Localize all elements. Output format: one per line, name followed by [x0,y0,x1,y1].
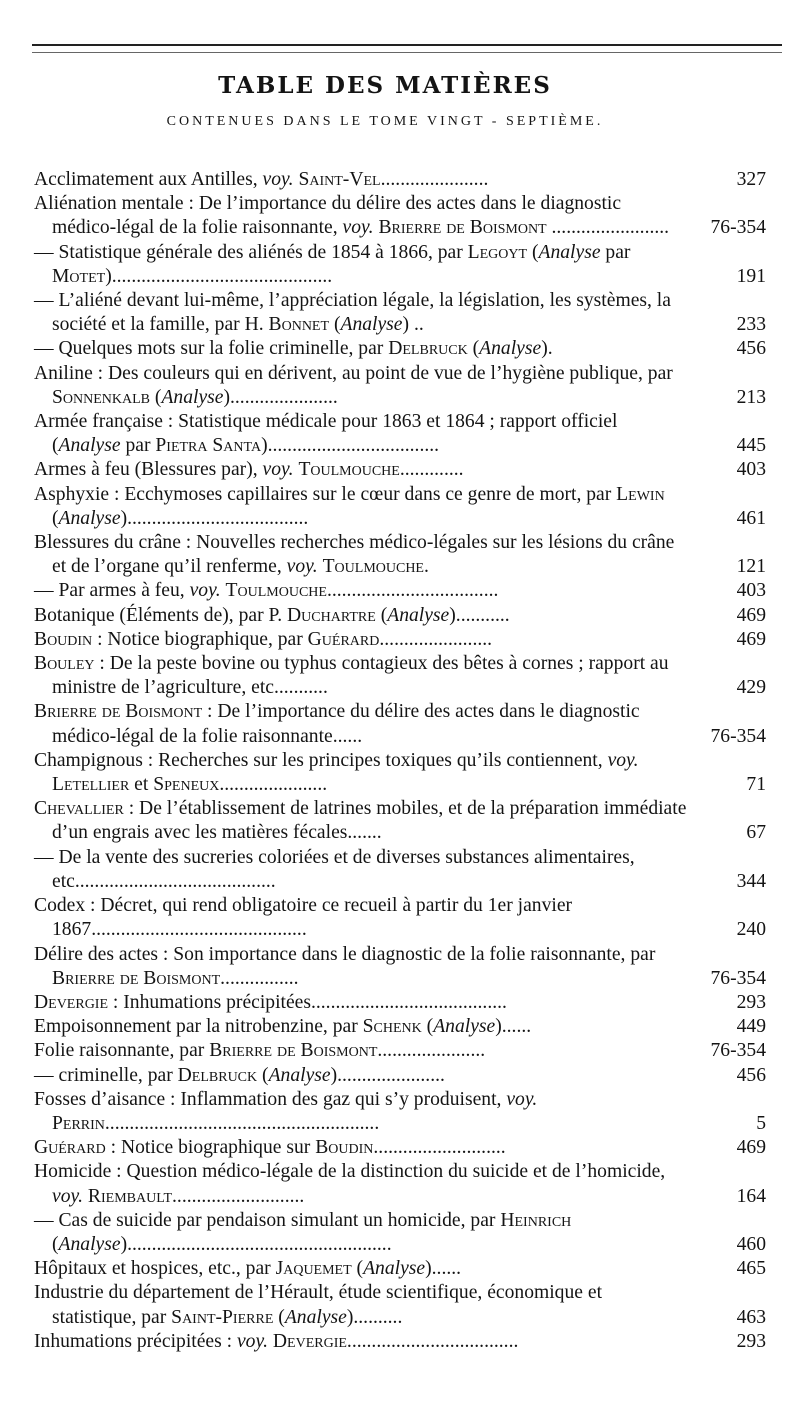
entry-segment: Analyse [387,604,450,626]
index-entry [34,991,766,1015]
entry-segment: Analyse [479,338,542,360]
entry-text [34,168,688,192]
entry-segment: Analyse [433,1016,496,1038]
entry-segment: Devergie [34,991,109,1013]
index-entry [34,168,766,192]
entry-page-number: 121 [736,556,766,578]
entry-segment: voy. [262,459,294,481]
entry-segment: et [129,774,154,796]
page-subtitle: CONTENUES DANS LE TOME VINGT - SEPTIÈME. [166,114,604,129]
entry-segment: Hôpitaux et hospices, etc., par [34,1258,276,1280]
entry-segment: voy. [506,1088,538,1110]
entry-segment: Perrin [52,1112,105,1134]
entry-segment: Homicide : Question médico-légale de la distinction du suicide et de l’homicide, [34,1161,666,1183]
index-entry [34,483,766,531]
entry-segment: Aniline : Des couleurs qui en dérivent, au point de vue de l’hygiène publique, par [34,362,673,384]
entry-segment: Analyse [340,314,403,336]
entry-segment: Motet [52,265,106,287]
entry-segment: Toulmouche [322,556,424,578]
entry-segment: ( [273,1306,285,1328]
entry-segment: ...................... [377,1040,486,1062]
entry-segment: Guérard [34,1137,106,1159]
entry-segment: voy. [286,556,318,578]
entry-segment: voy. [236,1330,268,1352]
entry-segment: Inhumations précipitées : [34,1330,237,1352]
index-entry [34,749,766,797]
entry-segment: ....................... [379,628,493,650]
index-entry [34,410,766,458]
entry-segment: : De l’établissement de latrines mobiles, et de la préparation immédiate d’un engrais avec les matières fécales....... [52,798,687,844]
entry-segment: ).......... [346,1306,403,1328]
entry-page-number: 429 [736,677,766,699]
entry-segment: ( [329,314,341,336]
entry-segment: Guérard [307,628,380,650]
entry-segment: )..................................... [120,507,309,529]
entry-segment: Analyse [284,1306,347,1328]
entry-text [34,797,688,845]
index-entry [34,362,766,410]
entry-page-number: 460 [736,1233,766,1255]
entry-segment: Heinrich [500,1209,572,1231]
entry-page-number: 463 [736,1306,766,1328]
entry-segment: Bonnet [268,314,330,336]
entry-page-number: 293 [736,1330,766,1352]
entry-segment: Brierre de Boismont [34,701,203,723]
entry-segment: Acclimatement aux Antilles, [34,169,263,190]
entry-segment: ( [257,1064,269,1086]
entry-segment: Chevallier [34,798,124,820]
entry-segment: Delbruck [388,338,468,360]
entry-text [34,652,688,700]
index-entry [34,652,766,700]
entry-segment: ( [52,1233,59,1255]
index-entry [34,289,766,337]
entry-page-number: 213 [736,386,766,408]
entry-segment: Fosses d’aisance : Inflammation des gaz qui s’y produisent, [34,1088,507,1110]
entry-page-number: 76-354 [710,725,766,747]
entry-text [34,483,688,531]
entry-text [34,749,688,797]
entry-segment: Analyse [58,507,121,529]
entry-segment: ( [375,604,388,626]
entry-segment: ................................... [326,580,499,602]
index-entry [34,797,766,845]
entry-segment: voy. [262,169,294,190]
index-entry [34,700,766,748]
entry-segment: Blessures du crâne : Nouvelles recherches médico-légales sur les lésions du crâne et de l’organe qu’il renferme, [34,532,675,578]
entry-text [34,337,688,361]
entry-page-number: 76-354 [710,1040,766,1062]
entry-segment: Boudin [315,1137,374,1159]
entry-segment: Armes à feu (Blessures par), [34,459,263,481]
entry-segment: Analyse [268,1064,331,1086]
entry-text [34,628,688,652]
entry-segment: Analyse [58,1233,121,1255]
entry-page-number: 71 [746,774,766,796]
entry-segment: ............. [399,459,464,481]
entry-page-number: 240 [736,919,766,941]
entry-segment: : Notice biographique sur [105,1137,316,1159]
entry-text [34,1015,688,1039]
entry-segment: )................................... [261,435,440,457]
entry-text [34,700,688,748]
entry-text [34,289,688,337]
entry-segment: Industrie du département de l’Hérault, étude scientifique, économique et statistique, par [34,1282,603,1328]
entry-segment: Bouley [34,653,95,675]
entry-segment: Codex : Décret, qui rend obligatoire ce recueil à partir du 1er janvier 1867............................................ [34,895,573,941]
entry-text [34,579,688,603]
entry-text [34,894,688,942]
entry-segment: voy. [189,580,221,602]
entry-segment: )...... [425,1258,462,1280]
index-entry [34,846,766,894]
index-entry [34,458,766,482]
entry-text [34,362,688,410]
entry-segment: )............................................. [105,265,333,287]
entry-text [34,1039,688,1063]
index-entries [34,168,766,1354]
entry-text [34,1136,688,1160]
entry-segment: Brierre de Boismont [378,217,547,239]
entry-segment: Boudin [34,628,93,650]
entry-segment: par [600,241,631,263]
entry-text [34,458,688,482]
index-entry [34,943,766,991]
entry-segment: ................................... [346,1330,519,1352]
index-entry [34,579,766,603]
index-entry [34,1015,766,1039]
index-entry [34,1064,766,1088]
entry-segment: Jaquemet [275,1258,352,1280]
entry-segment: Devergie [272,1330,347,1352]
entry-text [34,192,688,240]
entry-segment: Folie raisonnante, par [34,1040,210,1062]
entry-segment: Brierre de Boismont [52,967,221,989]
entry-segment: Legoyt [467,241,528,263]
entry-segment: )...... [495,1016,532,1038]
page-title: TABLE DES MATIÈRES [218,72,552,99]
index-entry [34,1088,766,1136]
entry-page-number: 191 [736,265,766,287]
index-entry [34,241,766,289]
entry-segment: : Inhumations précipitées........................................ [108,991,507,1013]
entry-segment: — L’aliéné devant lui-même, l’appréciation légale, la législation, les systèmes, la société et la famille, par H. [34,290,671,336]
entry-segment: )...................... [330,1064,445,1086]
entry-text [34,531,688,579]
entry-segment: Aliénation mentale : De l’importance du délire des actes dans le diagnostic médico-légal de la folie raisonnante, [34,193,622,239]
entry-segment: ...................... [219,774,328,796]
entry-text [34,1330,688,1354]
entry-page-number: 449 [736,1016,766,1038]
entry-segment: ...................... [380,169,489,190]
index-entry [34,1136,766,1160]
entry-segment: Riembault [87,1185,173,1207]
entry-text [34,991,688,1015]
entry-segment: Brierre de Boismont [209,1040,378,1062]
entry-segment: Saint-Vel [298,169,381,190]
index-entry [34,337,766,361]
entry-segment: ........................ [546,217,670,239]
entry-segment: Champignous : Recherches sur les principes toxiques qu’ils contiennent, [34,749,608,771]
entry-segment: ). [541,338,553,360]
entry-segment: ( [421,1016,434,1038]
entry-segment: : De l’importance du délire des actes dans le diagnostic médico-légal de la folie raisonnante...... [52,701,640,747]
entry-page-number: 403 [736,580,766,602]
entry-segment: Saint-Pierre [171,1306,274,1328]
entry-segment: Duchartre [287,604,376,626]
entry-page-number: 456 [736,1064,766,1086]
index-entry [34,894,766,942]
entry-segment: — Statistique générale des aliénés de 1854 à 1866, par [34,241,468,263]
entry-page-number: 293 [736,991,766,1013]
entry-text [34,604,688,628]
entry-text [34,943,688,991]
entry-page-number: 465 [736,1258,766,1280]
entry-segment: Sonnenkalb [52,386,151,408]
index-entry [34,1209,766,1257]
entry-text [34,1281,688,1329]
entry-segment: voy. [52,1185,84,1207]
entry-page-number: 403 [736,459,766,481]
index-entry [34,604,766,628]
entry-segment: ........................... [373,1137,506,1159]
entry-segment: Armée française : Statistique médicale pour 1863 et 1864 ; rapport officiel ( [34,411,618,457]
entry-segment: : Notice biographique, par [92,628,308,650]
entry-segment: Speneux [153,774,220,796]
entry-text [34,1064,688,1088]
entry-segment: — Quelques mots sur la folie criminelle, par [34,338,389,360]
entry-segment: Toulmouche [225,580,327,602]
entry-text [34,1160,688,1208]
index-entry [34,1160,766,1208]
entry-segment: voy. [607,749,639,771]
index-entry [34,628,766,652]
entry-text [34,410,688,458]
entry-segment: )........... [449,604,510,626]
entry-segment: Schenk [362,1016,422,1038]
entry-text [34,1257,688,1281]
entry-segment: ( [467,338,480,360]
index-entry [34,531,766,579]
top-rule [32,44,782,53]
entry-segment: — Cas de suicide par pendaison simulant un homicide, par [34,1209,501,1231]
entry-text [34,1209,688,1257]
index-entry [34,1281,766,1329]
entry-page-number: 327 [736,169,766,190]
entry-page-number: 76-354 [710,967,766,989]
entry-segment: voy. [342,217,374,239]
entry-segment: ( [52,507,59,529]
entry-segment: ................ [220,967,299,989]
entry-page-number: 233 [736,314,766,336]
entry-page-number: 456 [736,338,766,360]
entry-page-number: 164 [736,1185,766,1207]
entry-segment: ( [351,1258,364,1280]
index-entry [34,1330,766,1354]
entry-segment: )...................... [223,386,338,408]
entry-segment: Analyse [161,386,224,408]
entry-page-number: 469 [736,1137,766,1159]
entry-page-number: 76-354 [710,217,766,239]
entry-segment: ) .. [402,314,424,336]
entry-segment: : De la peste bovine ou typhus contagieux des bêtes à cornes ; rapport au ministre de l’agriculture, etc........... [52,653,669,699]
entry-text [34,846,688,894]
entry-page-number: 5 [756,1112,766,1134]
entry-page-number: 461 [736,507,766,529]
entry-segment: ........................... [172,1185,305,1207]
entry-segment: . [424,556,429,578]
entry-segment: Toulmouche [298,459,400,481]
entry-segment: — criminelle, par [34,1064,178,1086]
entry-segment: ( [150,386,162,408]
entry-segment: Delbruck [177,1064,258,1086]
entry-segment: Analyse [363,1258,426,1280]
entry-segment: Botanique (Éléments de), par P. [34,604,288,626]
entry-text [34,241,688,289]
index-entry [34,192,766,240]
entry-page-number: 67 [746,822,766,844]
index-entry [34,1257,766,1281]
entry-segment: Pietra Santa [155,435,262,457]
index-entry [34,1039,766,1063]
entry-segment: )...................................................... [120,1233,392,1255]
entry-segment: Délire des actes : Son importance dans le diagnostic de la folie raisonnante, par [34,943,656,965]
entry-page-number: 469 [736,628,766,650]
entry-segment: — Par armes à feu, [34,580,190,602]
entry-segment: ........................................................ [104,1112,380,1134]
entry-page-number: 469 [736,604,766,626]
entry-segment: — De la vente des sucreries coloriées et de diverses substances alimentaires, etc......................................... [34,846,635,892]
entry-segment: Lewin [616,483,665,505]
entry-segment: Analyse [538,241,601,263]
entry-page-number: 445 [736,435,766,457]
entry-segment: par [120,435,156,457]
entry-segment: Asphyxie : Ecchymoses capillaires sur le cœur dans ce genre de mort, par [34,483,617,505]
entry-segment: Letellier [52,774,130,796]
entry-page-number: 344 [736,870,766,892]
entry-segment: ( [527,241,539,263]
entry-text [34,1088,688,1136]
entry-segment: Analyse [58,435,121,457]
entry-segment: Empoisonnement par la nitrobenzine, par [34,1016,363,1038]
